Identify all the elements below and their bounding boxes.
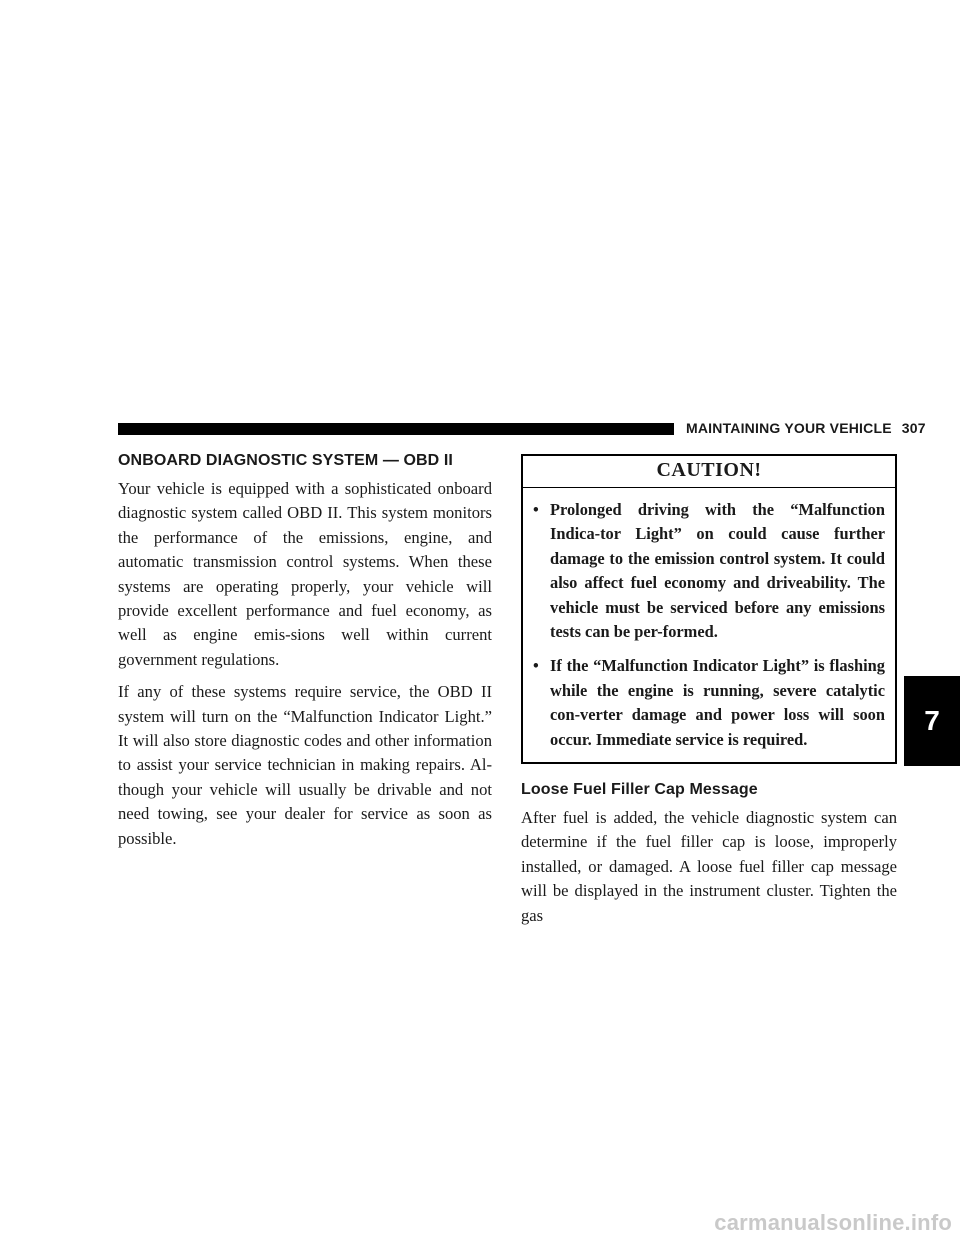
caution-item [533,654,885,752]
left-column [118,451,492,859]
fuel-cap-paragraph: After fuel is added, the vehicle diagnostic system can determine if the fuel filler cap is loose, improperly installed, or damaged. A loose fuel filler cap message will be displayed in the instrument cluster. Tighten the gas [521,808,897,925]
caution-title: CAUTION! [523,456,895,488]
watermark-logo: carmanualsonline.info [714,1210,952,1235]
caution-box [521,454,897,764]
running-header [686,420,926,436]
caution-item-text: If the “Malfunction Indicator Light” is flashing while the engine is running, severe catalytic con-verter damage and power loss will soon occur. Immediate service is required. [550,656,885,749]
bullet-icon: • [533,500,539,519]
section-title: MAINTAINING YOUR VEHICLE [686,420,892,436]
obd-paragraph-1: Your vehicle is equipped with a sophisticated onboard diagnostic system called OBD II. This system monitors the performance of the emissions, engine, and automatic transmission control systems. When these systems are operating properly, your vehicle will provide excellent performance and fuel economy, as well as engine emis-sions well within current government regulations. [118,479,492,669]
caution-item [533,498,885,644]
header-rule [118,423,674,435]
chapter-tab: 7 [904,676,960,766]
caution-list [523,488,895,762]
obd-heading: ONBOARD DIAGNOSTIC SYSTEM — OBD II [118,452,453,469]
right-column [521,454,897,936]
caution-item-text: Prolonged driving with the “Malfunction Indica-tor Light” on could cause further damage to the emission control system. It could also affect fuel economy and driveability. The vehicle must be serviced before any emissions tests can be per-formed. [550,500,885,642]
bullet-icon: • [533,656,539,676]
page-number: 307 [901,420,926,436]
fuel-cap-heading: Loose Fuel Filler Cap Message [521,781,758,799]
obd-paragraph-2: If any of these systems require service, the OBD II system will turn on the “Malfunction Indicator Light.” It will also store diagnostic codes and other information to assist your service technician in making repairs. Al-though your vehicle will usually be drivable and not need towing, see your dealer for service as soon as possible. [118,682,492,848]
